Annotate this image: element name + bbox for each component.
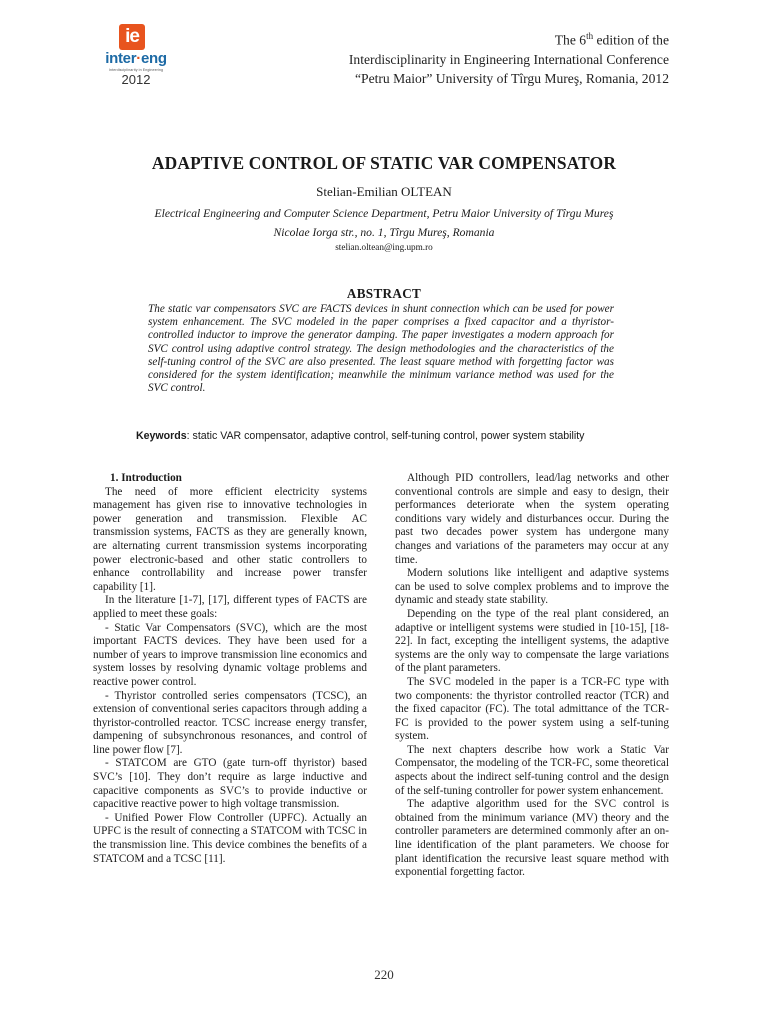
page-number: 220 — [374, 967, 394, 982]
author-email[interactable]: stelian.oltean@ing.upm.ro — [335, 242, 433, 252]
logo-mark: ie — [119, 24, 145, 50]
logo-wordmark — [96, 50, 176, 67]
abstract-heading: ABSTRACT — [346, 286, 422, 301]
paragraph: Depending on the type of the real plant considered, an adaptive or intelligent systems were studied in [10-15], [18-22]. In fact, excepting the intelligent systems, the adaptive systems are the only way to compensate the large variations of the plant parameters. — [395, 607, 669, 675]
paragraph: Although PID controllers, lead/lag networks and other conventional controls are simple and easy to design, their performances deteriorate when the system operating conditions vary widely and disturbances occur. During the past two decades power system has undergone many changes and variations of the parameters may occur at any time. — [395, 472, 669, 566]
body-column-right — [395, 472, 669, 880]
affiliation-line-2: Nicolae Iorga str., no. 1, Tîrgu Mureş, Romania — [273, 226, 495, 239]
conference-line-2: Interdisciplinarity in Engineering International Conference — [348, 51, 669, 67]
author-name: Stelian-Emilian OLTEAN — [316, 184, 452, 199]
logo-subtitle: Interdisciplinarity in Engineering — [108, 68, 164, 72]
keywords — [136, 430, 656, 442]
paper-title: ADAPTIVE CONTROL OF STATIC VAR COMPENSATOR — [151, 153, 617, 173]
paragraph: The next chapters describe how work a Static Var Compensator, the modeling of the TCR-FC, some theoretical aspects about the indirect self-tuning control and the design of the self-tuning controller for power system enhancement. — [395, 743, 669, 797]
keywords-text: : static VAR compensator, adaptive control, self-tuning control, power system stability — [186, 430, 585, 442]
logo-wordmark-a: inter — [105, 50, 137, 67]
conference-header — [349, 27, 669, 88]
paragraph: The adaptive algorithm used for the SVC control is obtained from the minimum variance (MV) theory and the controller parameters are determined commonly after an on-line identification of the plant parameters. We choose for plant identification the recursive least square method with exponential forgetting factor. — [395, 798, 669, 879]
paragraph: The SVC modeled in the paper is a TCR-FC type with two components: the thyristor controlled reactor (TCR) and the fixed capacitor (FC). The total admittance of the TCR-FC is provided to the power system using a self-tuning system. — [395, 675, 669, 743]
paragraph: - Unified Power Flow Controller (UPFC). Actually an UPFC is the result of connecting a STATCOM with TCSC in the transmission line. This device combines the benefits of a STATCOM and a TCSC [11]. — [93, 811, 367, 865]
conference-line-3: “Petru Maior” University of Tîrgu Mureş, Romania, 2012 — [355, 70, 669, 86]
keywords-label: Keywords — [136, 430, 187, 442]
affiliation-line-1: Electrical Engineering and Computer Science Department, Petru Maior University of Tîrgu Mureş — [154, 207, 614, 220]
paragraph: The need of more efficient electricity systems management has given rise to innovative technologies in power generation and transmission. Flexible AC transmission systems, FACTS as they are generally known, are alternating current transmission systems incorporating power electronic-based and other static controllers to enhance controllability and increase power transfer capability [1]. — [93, 485, 367, 593]
paragraph: - Thyristor controlled series compensators (TCSC), an extension of conventional series capacitors through adding a thyristor-controlled reactor. TCSC increase energy transfer, dampening of subsynchronous resonances, and control of line power flow [7]. — [93, 689, 367, 756]
abstract-text: The static var compensators SVC are FACTS devices in shunt connection which can be used for power system enhancement. The SVC modeled in the paper comprises a fixed capacitor and a thyristor-controlled inductor to improve the generator damping. The paper investigates a modern approach for SVC control using adaptive control strategy. The design methodologies and the characteristics of the self-tuning control of the SVC are also presented. The least square method with forgetting factor was considered for the system identification; meanwhile the minimum variance method was used for the SVC control. — [148, 303, 614, 395]
logo-wordmark-separator: · — [136, 50, 141, 67]
paragraph: In the literature [1-7], [17], different types of FACTS are applied to meet these goals: — [93, 594, 367, 620]
logo-year: 2012 — [121, 72, 151, 87]
conference-line-1: The 6th edition of the — [554, 31, 669, 48]
conference-logo — [96, 24, 176, 87]
paragraph: Modern solutions like intelligent and adaptive systems can be used to solve complex problems and to improve the dynamic and steady state stability. — [395, 567, 669, 607]
logo-wordmark-b: eng — [140, 50, 167, 67]
body-column-left — [93, 472, 367, 866]
paragraph: - STATCOM are GTO (gate turn-off thyristor) based SVC’s [10]. They don’t require as large inductive and capacitive components as SVC’s to provide inductive or capacitive reactive power to high voltage transmission. — [93, 757, 367, 811]
paragraph: - Static Var Compensators (SVC), which are the most important FACTS devices. They have been used for a number of years to improve transmission line economics and system losses by resolving dynamic voltage problems and reactive power control. — [93, 621, 367, 688]
section-heading-introduction: 1. Introduction — [110, 472, 182, 484]
